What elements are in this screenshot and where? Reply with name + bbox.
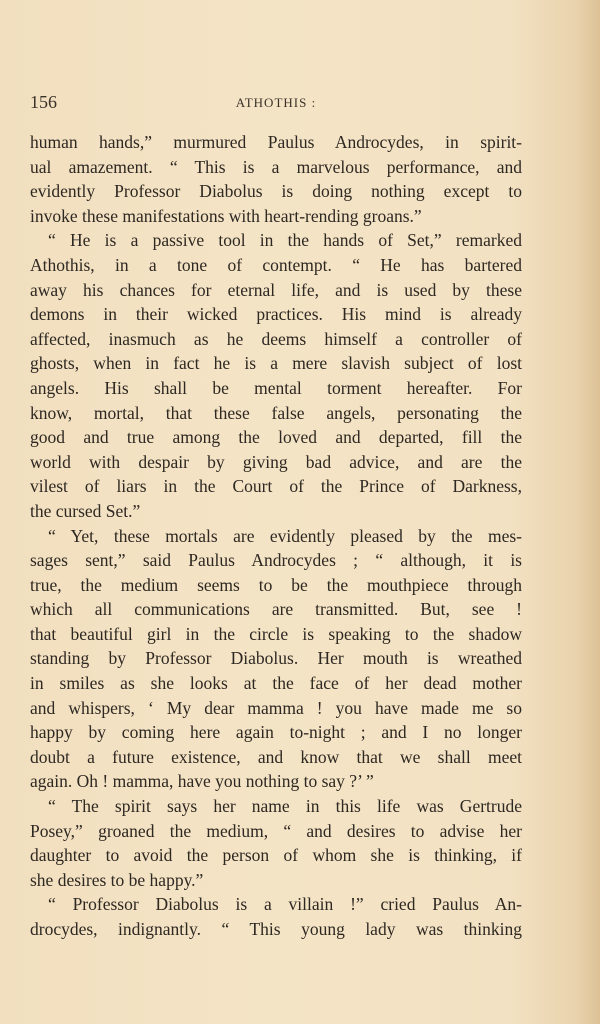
text-line: in smiles as she looks at the face of her dead mother <box>30 673 522 694</box>
body-text <box>30 130 522 942</box>
text-line: “ He is a passive tool in the hands of Set,” remarked <box>48 230 522 251</box>
text-line: good and true among the loved and departed, fill the <box>30 427 522 448</box>
text-line: know, mortal, that these false angels, personating the <box>30 402 522 423</box>
text-line: Posey,” groaned the medium, “ and desires to advise her <box>30 820 522 841</box>
text-line: she desires to be happy.” <box>30 869 204 890</box>
running-head: ATHOTHIS : <box>235 95 317 110</box>
text-line: and whispers, ‘ My dear mamma ! you have made me so <box>30 697 522 718</box>
text-line: away his chances for eternal life, and is used by these <box>30 279 522 300</box>
text-line: true, the medium seems to be the mouthpiece through <box>30 574 522 595</box>
text-line: happy by coming here again to-night ; and I no longer <box>30 722 522 743</box>
text-line: human hands,” murmured Paulus Androcydes, in spirit- <box>30 132 522 152</box>
text-line: vilest of liars in the Court of the Prince of Darkness, <box>30 476 522 497</box>
text-line: ghosts, when in fact he is a mere slavish subject of lost <box>30 353 522 374</box>
text-line: the cursed Set.” <box>30 500 141 521</box>
text-line: “ Yet, these mortals are evidently pleased by the mes- <box>48 525 522 546</box>
text-line: evidently Professor Diabolus is doing nothing except to <box>30 181 522 202</box>
text-line: affected, inasmuch as he deems himself a controller of <box>30 328 522 349</box>
text-line: angels. His shall be mental torment hereafter. For <box>30 377 522 398</box>
text-line: “ Professor Diabolus is a villain !” cried Paulus An- <box>48 894 522 915</box>
text-line: that beautiful girl in the circle is speaking to the shadow <box>30 623 522 644</box>
text-line: Athothis, in a tone of contempt. “ He has bartered <box>30 254 522 275</box>
text-line: standing by Professor Diabolus. Her mouth is wreathed <box>30 648 522 669</box>
page-header <box>30 92 522 116</box>
text-line: ual amazement. “ This is a marvelous performance, and <box>30 156 522 177</box>
text-line: world with despair by giving bad advice, and are the <box>30 451 522 472</box>
text-line: demons in their wicked practices. His mind is already <box>30 304 522 325</box>
text-line: drocydes, indignantly. “ This young lady was thinking <box>30 919 522 939</box>
text-line: “ The spirit says her name in this life was Gertrude <box>48 796 522 817</box>
text-line: doubt a future existence, and know that we shall meet <box>30 746 522 767</box>
text-line: again. Oh ! mamma, have you nothing to say ?’ ” <box>30 771 374 792</box>
text-line: daughter to avoid the person of whom she is thinking, if <box>30 845 522 866</box>
page-number: 156 <box>30 92 57 112</box>
text-line: sages sent,” said Paulus Androcydes ; “ although, it is <box>30 550 522 571</box>
text-line: invoke these manifestations with heart-rending groans.” <box>30 205 422 226</box>
text-line: which all communications are transmitted. But, see ! <box>30 599 522 620</box>
